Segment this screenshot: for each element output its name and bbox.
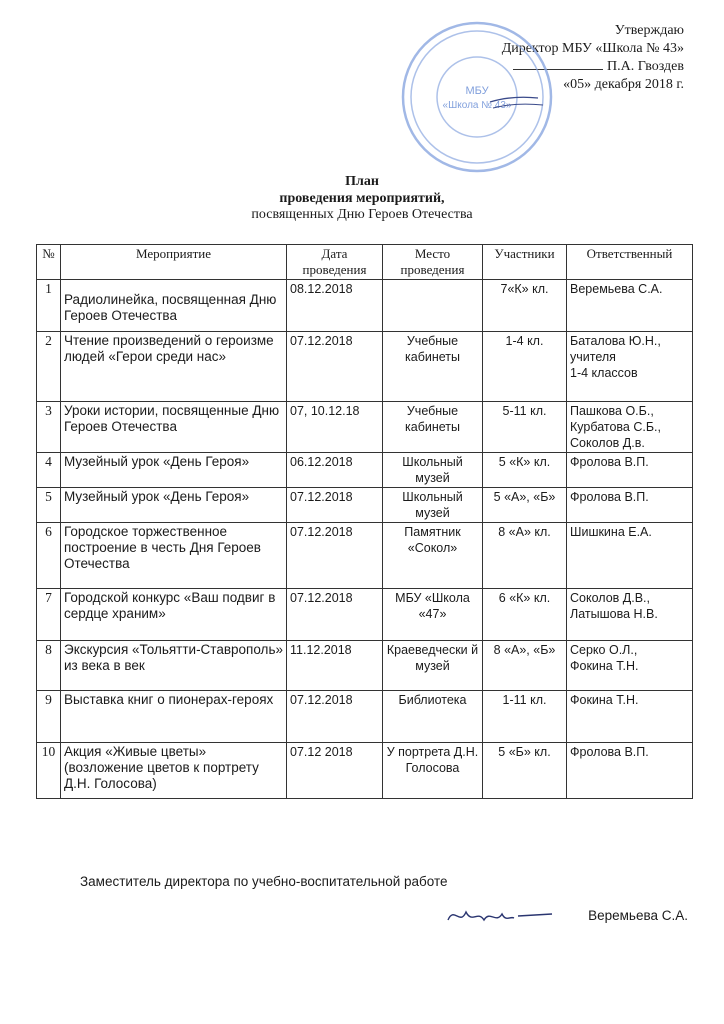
row-date: 07.12.2018 [287,691,383,743]
table-row [37,641,693,691]
stamp-text: МБУ [465,85,489,97]
title-subtitle: проведения мероприятий, [279,190,445,206]
table-row [37,332,693,402]
row-participants: 6 «К» кл. [483,589,567,641]
row-date: 08.12.2018 [287,280,383,332]
row-responsible: Пашкова О.Б., Курбатова С.Б., Соколов Д.в. [567,402,693,453]
row-place: Памятник «Сокол» [383,523,483,589]
table-row [37,280,693,332]
row-date: 07, 10.12.18 [287,402,383,453]
row-place: Школьный музей [383,453,483,488]
header-num: № [37,245,61,280]
row-event: Музейный урок «День Героя» [61,488,287,523]
row-participants: 5 «К» кл. [483,453,567,488]
row-responsible: Фролова В.П. [567,743,693,799]
row-num: 2 [37,332,61,402]
table-row [37,523,693,589]
stamp-text-school: «Школа № 43» [442,100,512,111]
school-stamp [398,18,556,176]
events-table [36,244,693,799]
row-num: 5 [37,488,61,523]
row-place [383,280,483,332]
row-event: Акция «Живые цветы» (возложение цветов к портрету Д.Н. Голосова) [61,743,287,799]
row-participants: 7«К» кл. [483,280,567,332]
row-event: Городское торжественное построение в честь Дня Героев Отечества [61,523,287,589]
row-place: Школьный музей [383,488,483,523]
row-responsible: Веремьева С.А. [567,280,693,332]
row-num: 3 [37,402,61,453]
row-num: 7 [37,589,61,641]
table-row [37,453,693,488]
footer-position: Заместитель директора по учебно-воспитательной работе [80,874,448,889]
header-event: Мероприятие [61,245,287,280]
row-responsible: Серко О.Л., Фокина Т.Н. [567,641,693,691]
row-place: Учебные кабинеты [383,332,483,402]
row-num: 10 [37,743,61,799]
row-participants: 5 «А», «Б» [483,488,567,523]
row-participants: 5 «Б» кл. [483,743,567,799]
row-place: Краеведчески й музей [383,641,483,691]
table-row [37,691,693,743]
header-participants: Участники [483,245,567,280]
row-participants: 5-11 кл. [483,402,567,453]
row-participants: 8 «А» кл. [483,523,567,589]
header-place: Место проведения [383,245,483,280]
row-participants: 8 «А», «Б» [483,641,567,691]
row-responsible: Фролова В.П. [567,453,693,488]
document-title [0,174,724,224]
row-place: У портрета Д.Н. Голосова [383,743,483,799]
table-row [37,589,693,641]
footer-name: Веремьева С.А. [588,908,688,923]
approval-director-title: Директор МБУ «Школа № 43» [501,40,684,56]
title-topic: посвященных Дню Героев Отечества [251,207,473,222]
table-row [37,402,693,453]
table-row [37,743,693,799]
row-event: Городской конкурс «Ваш подвиг в сердце храним» [61,589,287,641]
table-header-row [37,245,693,280]
approval-label: Утверждаю [614,23,684,38]
row-num: 4 [37,453,61,488]
row-event: Выставка книг о пионерах-героях [61,691,287,743]
row-num: 9 [37,691,61,743]
row-place: Учебные кабинеты [383,402,483,453]
row-event: Радиолинейка, посвященная Дню Героев Отечества [61,280,287,332]
row-participants: 1-11 кл. [483,691,567,743]
table-row [37,488,693,523]
row-responsible: Фокина Т.Н. [567,691,693,743]
row-num: 1 [37,280,61,332]
row-num: 8 [37,641,61,691]
row-responsible: Шишкина Е.А. [567,523,693,589]
row-date: 07.12.2018 [287,488,383,523]
deputy-signature [440,896,560,936]
row-event: Музейный урок «День Героя» [61,453,287,488]
row-responsible: Баталова Ю.Н., учителя 1-4 классов [567,332,693,402]
approval-date: «05» декабря 2018 г. [563,76,684,92]
row-responsible: Соколов Д.В., Латышова Н.В. [567,589,693,641]
row-date: 06.12.2018 [287,453,383,488]
row-place: МБУ «Школа «47» [383,589,483,641]
row-date: 07.12 2018 [287,743,383,799]
header-date: Дата проведения [287,245,383,280]
approval-director-name: П.А. Гвоздев [606,59,684,74]
title-plan: План [345,174,379,189]
row-event: Уроки истории, посвященные Дню Героев Отечества [61,402,287,453]
row-event: Экскурсия «Тольятти-Ставрополь» из века в век [61,641,287,691]
row-place: Библиотека [383,691,483,743]
row-date: 11.12.2018 [287,641,383,691]
row-event: Чтение произведений о героизме людей «Герои среди нас» [61,332,287,402]
row-participants: 1-4 кл. [483,332,567,402]
header-responsible: Ответственный [567,245,693,280]
row-date: 07.12.2018 [287,589,383,641]
row-date: 07.12.2018 [287,332,383,402]
row-responsible: Фролова В.П. [567,488,693,523]
row-num: 6 [37,523,61,589]
row-date: 07.12.2018 [287,523,383,589]
